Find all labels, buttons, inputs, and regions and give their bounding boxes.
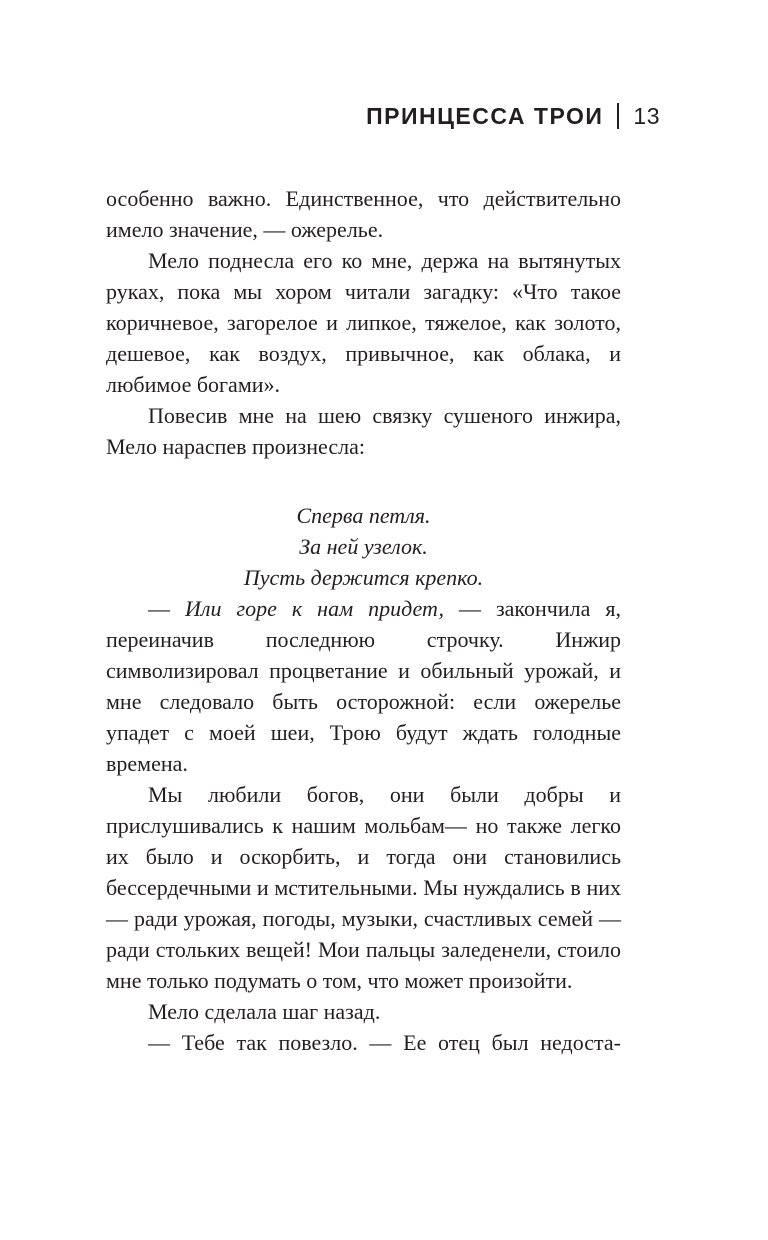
dialogue-dash: — — [148, 596, 186, 621]
verse-line: Пусть держится крепко. — [243, 565, 484, 590]
page-number: 13 — [633, 103, 660, 129]
paragraph-4 — [106, 593, 621, 779]
paragraph-4-text: — закончила я, переиначив последнюю строчку. Инжир символизировал процветание и обильный урожай, и мне следовало быть осторожной: если ожерелье упадет с моей шеи, Трою будут ждать голодные времена. — [106, 596, 621, 776]
paragraph-3: Повесив мне на шею связку сушеного инжира, Мело нараспев произнесла: — [106, 403, 621, 459]
paragraph-1: особенно важно. Единственное, что действительно имело значение, — ожерелье. — [106, 186, 621, 242]
verse-line: Сперва петля. — [296, 503, 431, 528]
paragraph-5: Мы любили богов, они были добры и прислушивались к нашим мольбам— но также легко их было и оскорбить, и тогда они становились бессердечными и мстительными. Мы нуждались в них — ради урожая, погоды, музыки, счастливых семей — ради стольких вещей! Мои пальцы заледенели, стоило мне только подумать о том, что может произойти. — [106, 782, 621, 993]
running-header — [366, 100, 660, 132]
header-separator — [617, 103, 619, 129]
paragraph-2: Мело поднесла его ко мне, держа на вытянутых руках, пока мы хором читали загадку: «Что такое коричневое, загорелое и липкое, тяжелое, как золото, дешевое, как воздух, привычное, как облака, и любимое богами». — [106, 248, 621, 397]
verse-line: За ней узелок. — [299, 534, 428, 559]
body-text — [106, 183, 621, 1058]
italic-quote: Или горе к нам придет, — [185, 596, 444, 621]
paragraph-7: — Тебе так повезло. — Ее отец был недоста- — [148, 1030, 621, 1055]
book-title: ПРИНЦЕССА ТРОИ — [366, 103, 604, 129]
paragraph-6: Мело сделала шаг назад. — [148, 999, 381, 1024]
verse — [106, 462, 621, 593]
